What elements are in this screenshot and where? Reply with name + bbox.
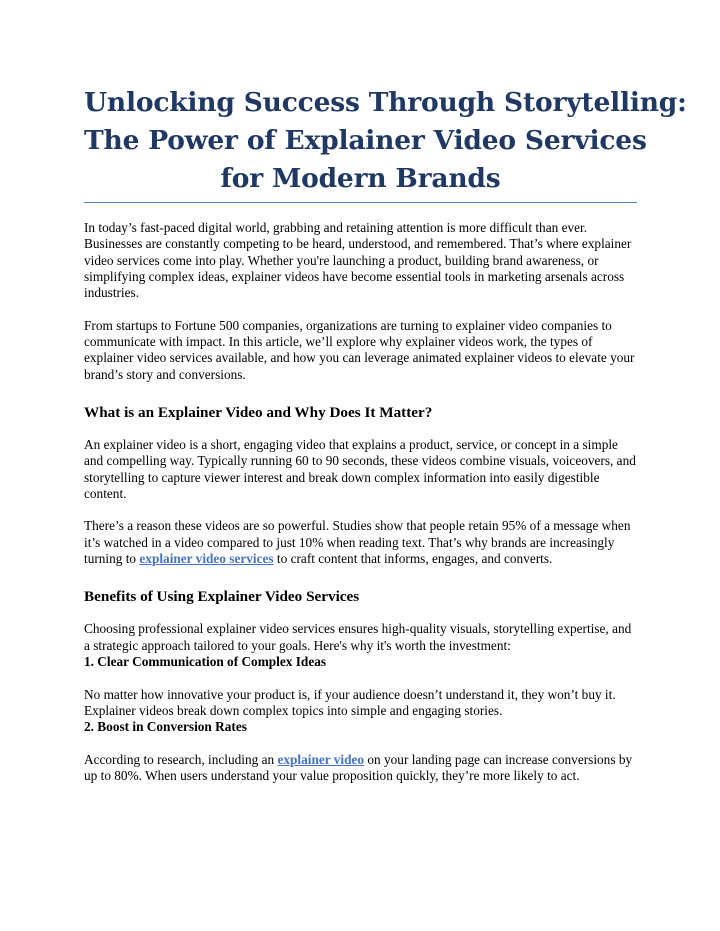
explainer-video-link[interactable]: explainer video (277, 751, 365, 767)
section-heading-explainer-video: What is an Explainer Video and Why Does It Matter? (84, 403, 433, 421)
benefit2-text-before: According to research, including an (84, 751, 278, 767)
title-line-1: Unlocking Success Through Storytelling: (84, 87, 687, 118)
benefit-text-conversion-rates (84, 752, 637, 785)
section1-p2-text-after: to craft content that informs, engages, and converts. (273, 551, 553, 567)
section-heading-benefits: Benefits of Using Explainer Video Services (84, 588, 360, 606)
title-line-3: for Modern Brands (220, 163, 501, 194)
benefit-heading-conversion-rates: 2. Boost in Conversion Rates (84, 719, 247, 735)
benefit-text-clear-communication: No matter how innovative your product is, if your audience doesn’t understand it, they won’t buy it. Explainer videos break down complex topics into simple and engaging stories. (84, 686, 616, 718)
section1-paragraph-1: An explainer video is a short, engaging video that explains a product, service, or concept in a simple and compelling way. Typically running 60 to 90 seconds, these videos combine visuals, voiceovers, and storytelling to capture viewer interest and break down complex information into easily digestible content. (84, 436, 636, 501)
benefit-heading-clear-communication: 1. Clear Communication of Complex Ideas (84, 653, 327, 669)
section1-paragraph-2 (84, 518, 637, 567)
explainer-video-services-link[interactable]: explainer video services (139, 551, 274, 567)
section2-paragraph-1: Choosing professional explainer video services ensures high-quality visuals, storytelling expertise, and a strategic approach tailored to your goals. Here's why it's worth the investment: (84, 621, 632, 653)
benefit2-text-after: on your landing page can increase conversions by up to 80%. When users understand your value proposition quickly, they’re more likely to act. (84, 751, 633, 784)
section1-p2-text-before: There’s a reason these videos are so powerful. Studies show that people retain 95% of a message when it’s watched in a video compared to just 10% when reading text. That’s why brands are increasingly turning to (84, 518, 631, 567)
intro-paragraph-2: From startups to Fortune 500 companies, organizations are turning to explainer video companies to communicate with impact. In this article, we’ll explore why explainer videos work, the types of explainer video services available, and how you can leverage animated explainer videos to elevate your brand’s story and conversions. (84, 317, 635, 382)
intro-paragraph-1: In today’s fast-paced digital world, grabbing and retaining attention is more difficult than ever. Businesses are constantly competing to be heard, understood, and remembered. That’s where explainer video services come into play. Whether you're launching a product, building brand awareness, or simplifying complex ideas, explainer videos have become essential tools in marketing arsenals across industries. (84, 220, 632, 301)
document-title (84, 84, 687, 203)
document-page (84, 84, 687, 784)
title-line-2: The Power of Explainer Video Services (84, 125, 647, 156)
